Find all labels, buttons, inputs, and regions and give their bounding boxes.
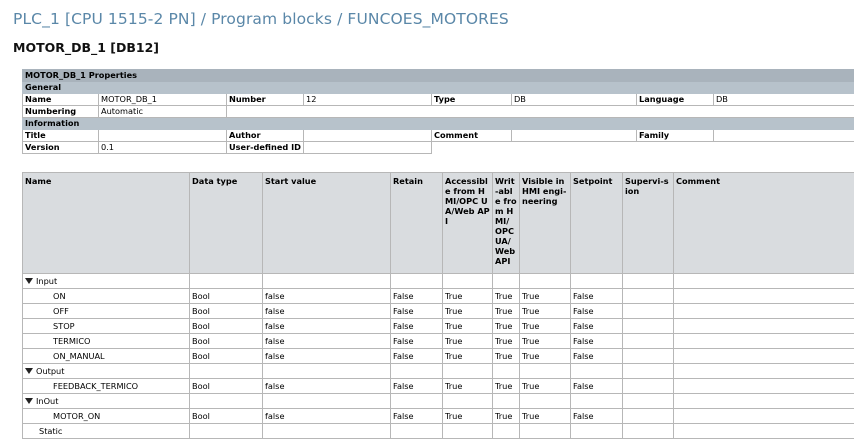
col-start-value-header: Start value	[263, 173, 391, 274]
cell-writable: True	[493, 334, 520, 349]
cell-start-value	[263, 394, 391, 409]
cell-data-type	[190, 364, 263, 379]
cell-supervision	[623, 364, 674, 379]
cell-setpoint	[571, 274, 623, 289]
col-comment-header: Comment	[674, 173, 854, 274]
breadcrumb: PLC_1 [CPU 1515-2 PN] / Program blocks / FUNCOES_MOTORES	[13, 10, 509, 28]
cell-data-type: Bool	[190, 304, 263, 319]
cell-accessible	[443, 394, 493, 409]
version-label: Version	[23, 142, 99, 154]
cell-supervision	[623, 289, 674, 304]
cell-visible: True	[520, 319, 571, 334]
type-label: Type	[432, 94, 512, 106]
cell-start-value	[263, 364, 391, 379]
cell-comment	[674, 289, 854, 304]
cell-name	[23, 349, 190, 364]
cell-comment	[674, 274, 854, 289]
cell-visible: True	[520, 409, 571, 424]
cell-name	[23, 274, 190, 289]
table-row[interactable]	[23, 289, 854, 304]
expand-triangle-icon[interactable]	[25, 278, 33, 284]
cell-supervision	[623, 409, 674, 424]
information-section-label: Information	[23, 118, 854, 130]
cell-comment	[674, 364, 854, 379]
cell-visible: True	[520, 304, 571, 319]
table-row[interactable]	[23, 379, 854, 394]
row-name-text: Static	[39, 426, 63, 436]
col-writable-header: Writ-able from HMI/ OPC UA/ Web API	[493, 173, 520, 274]
author-value	[304, 130, 432, 142]
row-name-text: InOut	[36, 396, 59, 406]
cell-start-value: false	[263, 409, 391, 424]
cell-setpoint: False	[571, 289, 623, 304]
row-name-text: OFF	[53, 306, 69, 316]
cell-visible	[520, 424, 571, 439]
cell-accessible	[443, 364, 493, 379]
table-row[interactable]	[23, 319, 854, 334]
cell-setpoint: False	[571, 334, 623, 349]
cell-supervision	[623, 379, 674, 394]
cell-visible: True	[520, 334, 571, 349]
number-value: 12	[304, 94, 432, 106]
col-name-header: Name	[23, 173, 190, 274]
cell-start-value: false	[263, 319, 391, 334]
cell-accessible	[443, 424, 493, 439]
cell-writable: True	[493, 289, 520, 304]
cell-setpoint	[571, 424, 623, 439]
cell-setpoint: False	[571, 409, 623, 424]
udid-value	[304, 142, 432, 154]
row-name-text: MOTOR_ON	[53, 411, 101, 421]
properties-header: MOTOR_DB_1 Properties	[23, 70, 854, 82]
cell-name	[23, 424, 190, 439]
cell-start-value	[263, 274, 391, 289]
col-accessible-header: Accessible from HMI/OPC UA/Web API	[443, 173, 493, 274]
cell-data-type: Bool	[190, 334, 263, 349]
cell-comment	[674, 304, 854, 319]
col-supervision-header: Supervi-sion	[623, 173, 674, 274]
cell-retain: False	[391, 289, 443, 304]
general-row-1	[23, 94, 854, 106]
cell-start-value: false	[263, 379, 391, 394]
cell-supervision	[623, 394, 674, 409]
page-title: MOTOR_DB_1 [DB12]	[13, 40, 160, 55]
cell-setpoint: False	[571, 304, 623, 319]
cell-writable	[493, 364, 520, 379]
comment-label: Comment	[432, 130, 512, 142]
cell-name	[23, 394, 190, 409]
cell-data-type: Bool	[190, 319, 263, 334]
cell-data-type: Bool	[190, 289, 263, 304]
cell-data-type: Bool	[190, 409, 263, 424]
cell-supervision	[623, 424, 674, 439]
cell-retain	[391, 394, 443, 409]
cell-name	[23, 319, 190, 334]
row-name-text: ON_MANUAL	[53, 351, 105, 361]
version-value: 0.1	[99, 142, 227, 154]
cell-retain: False	[391, 349, 443, 364]
row-name-text: TERMICO	[53, 336, 91, 346]
group-row[interactable]	[23, 274, 854, 289]
cell-writable	[493, 424, 520, 439]
cell-name	[23, 364, 190, 379]
cell-writable: True	[493, 409, 520, 424]
cell-accessible: True	[443, 349, 493, 364]
cell-supervision	[623, 334, 674, 349]
cell-start-value	[263, 424, 391, 439]
cell-retain: False	[391, 334, 443, 349]
cell-name	[23, 409, 190, 424]
cell-supervision	[623, 304, 674, 319]
row-name-text: ON	[53, 291, 66, 301]
col-visible-header: Visible in HMI engi-neering	[520, 173, 571, 274]
table-row[interactable]	[23, 304, 854, 319]
cell-writable: True	[493, 304, 520, 319]
title-value	[99, 130, 227, 142]
cell-comment	[674, 424, 854, 439]
table-row[interactable]	[23, 349, 854, 364]
cell-retain	[391, 274, 443, 289]
cell-writable: True	[493, 349, 520, 364]
cell-start-value: false	[263, 304, 391, 319]
cell-comment	[674, 379, 854, 394]
row-name-text: STOP	[53, 321, 75, 331]
family-value	[714, 130, 854, 142]
col-data-type-header: Data type	[190, 173, 263, 274]
cell-retain: False	[391, 304, 443, 319]
cell-supervision	[623, 349, 674, 364]
information-blank	[432, 142, 854, 154]
cell-name	[23, 304, 190, 319]
name-label: Name	[23, 94, 99, 106]
cell-start-value: false	[263, 334, 391, 349]
cell-start-value: false	[263, 289, 391, 304]
cell-visible	[520, 394, 571, 409]
col-retain-header: Retain	[391, 173, 443, 274]
cell-supervision	[623, 274, 674, 289]
cell-comment	[674, 409, 854, 424]
cell-visible: True	[520, 349, 571, 364]
cell-visible: True	[520, 379, 571, 394]
cell-data-type: Bool	[190, 349, 263, 364]
table-row[interactable]	[23, 424, 854, 439]
cell-accessible: True	[443, 289, 493, 304]
row-name-text: FEEDBACK_TERMICO	[53, 381, 139, 391]
cell-visible	[520, 364, 571, 379]
cell-comment	[674, 319, 854, 334]
cell-name	[23, 379, 190, 394]
cell-writable: True	[493, 319, 520, 334]
cell-data-type	[190, 394, 263, 409]
cell-accessible: True	[443, 409, 493, 424]
udid-label: User-defined ID	[227, 142, 304, 154]
cell-writable: True	[493, 379, 520, 394]
comment-value	[512, 130, 637, 142]
group-row[interactable]	[23, 394, 854, 409]
cell-data-type	[190, 274, 263, 289]
expand-triangle-icon[interactable]	[25, 368, 33, 374]
title-label: Title	[23, 130, 99, 142]
cell-accessible	[443, 274, 493, 289]
table-row[interactable]	[23, 334, 854, 349]
cell-supervision	[623, 319, 674, 334]
properties-header-row	[23, 70, 854, 82]
cell-visible: True	[520, 289, 571, 304]
row-name-text: Input	[36, 276, 58, 286]
information-row-2	[23, 142, 854, 154]
cell-retain: False	[391, 379, 443, 394]
cell-data-type: Bool	[190, 379, 263, 394]
numbering-label: Numbering	[23, 106, 99, 118]
cell-setpoint: False	[571, 379, 623, 394]
interface-header-row	[23, 173, 854, 274]
col-setpoint-header: Setpoint	[571, 173, 623, 274]
numbering-value: Automatic	[99, 106, 227, 118]
cell-retain: False	[391, 319, 443, 334]
group-row[interactable]	[23, 364, 854, 379]
properties-table	[22, 69, 854, 154]
name-value: MOTOR_DB_1	[99, 94, 227, 106]
expand-triangle-icon[interactable]	[25, 398, 33, 404]
row-name-text: Output	[36, 366, 65, 376]
language-value: DB	[714, 94, 854, 106]
general-section-label: General	[23, 82, 854, 94]
information-row-1	[23, 130, 854, 142]
cell-writable	[493, 274, 520, 289]
cell-accessible: True	[443, 304, 493, 319]
general-row-2	[23, 106, 854, 118]
cell-comment	[674, 349, 854, 364]
number-label: Number	[227, 94, 304, 106]
cell-setpoint: False	[571, 319, 623, 334]
author-label: Author	[227, 130, 304, 142]
interface-table	[22, 172, 854, 439]
cell-start-value: false	[263, 349, 391, 364]
cell-name	[23, 289, 190, 304]
type-value: DB	[512, 94, 637, 106]
cell-visible	[520, 274, 571, 289]
cell-setpoint: False	[571, 349, 623, 364]
numbering-filler	[227, 106, 854, 118]
table-row[interactable]	[23, 409, 854, 424]
general-section-row	[23, 82, 854, 94]
cell-accessible: True	[443, 334, 493, 349]
cell-writable	[493, 394, 520, 409]
cell-retain: False	[391, 409, 443, 424]
cell-accessible: True	[443, 319, 493, 334]
cell-name	[23, 334, 190, 349]
cell-comment	[674, 394, 854, 409]
cell-setpoint	[571, 364, 623, 379]
cell-accessible: True	[443, 379, 493, 394]
cell-data-type	[190, 424, 263, 439]
family-label: Family	[637, 130, 714, 142]
cell-retain	[391, 364, 443, 379]
cell-retain	[391, 424, 443, 439]
information-section-row	[23, 118, 854, 130]
cell-setpoint	[571, 394, 623, 409]
language-label: Language	[637, 94, 714, 106]
cell-comment	[674, 334, 854, 349]
